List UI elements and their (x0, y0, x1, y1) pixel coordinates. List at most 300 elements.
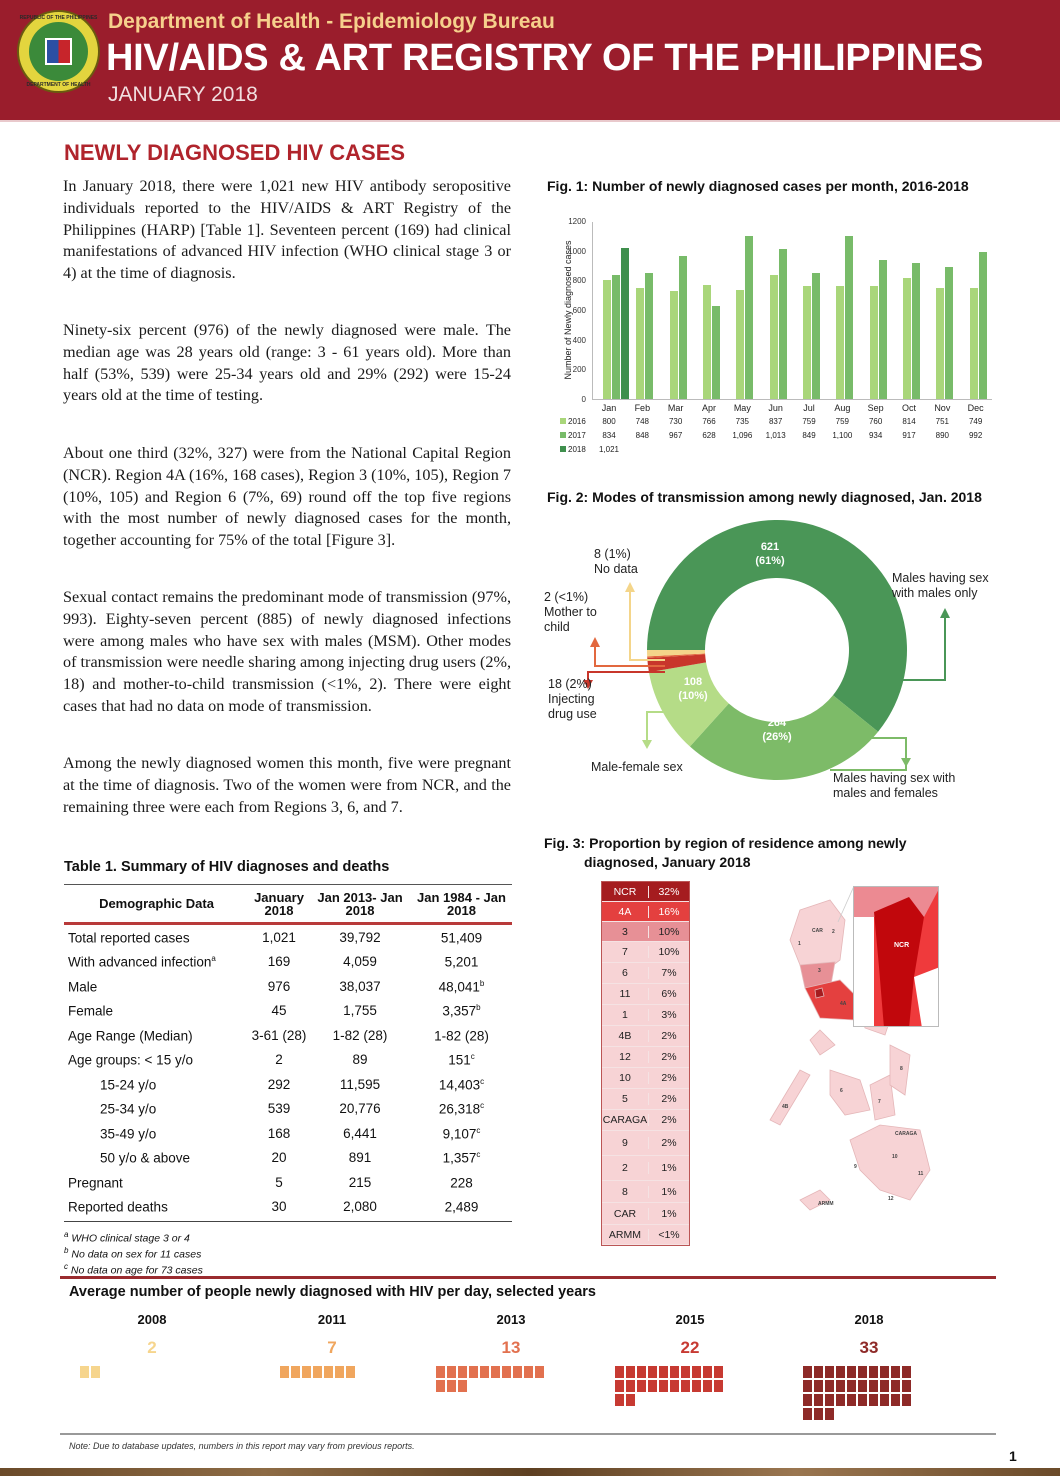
arrow-down-icon (642, 740, 652, 749)
data-value: 1,096 (732, 431, 753, 440)
idu-label: 18 (2%) Injecting drug use (548, 677, 597, 721)
data-value: 849 (802, 431, 816, 440)
data-value: 814 (902, 417, 916, 426)
cell-jan2018: 2 (275, 1052, 283, 1068)
header-jan2018: January 2018 (254, 889, 304, 918)
report-header (0, 0, 1060, 122)
cell-1984-2018: 5,201 (444, 954, 479, 970)
paragraph-5: Among the newly diagnosed women this month, five were pregnant at the time of diagnosis. Two of the women were from NCR, and the remaining three were each from Regions 3, 6, and 7. (63, 754, 511, 816)
x-tick: Jan (601, 403, 617, 413)
region-name: 4B (602, 1030, 649, 1042)
table-row (64, 1121, 512, 1146)
data-value: 759 (802, 417, 816, 426)
map-region-6 (830, 1070, 870, 1115)
svg-text:3: 3 (818, 968, 821, 974)
cell-2013-2018: 20,776 (339, 1101, 381, 1117)
region-name: CARAGA (602, 1114, 648, 1126)
person-square-icon (458, 1366, 467, 1378)
person-square-icon (535, 1366, 544, 1378)
person-square-icon (814, 1408, 823, 1420)
person-square-icon (880, 1380, 889, 1392)
data-value: 1,100 (832, 431, 853, 440)
person-square-icon (869, 1394, 878, 1406)
header-2013-2018: Jan 2013- Jan 2018 (317, 889, 403, 918)
region-pct: 2% (661, 1137, 677, 1149)
bar-2017-May (745, 236, 753, 399)
svg-text:NCR: NCR (894, 942, 910, 949)
region-name: 1 (602, 1009, 649, 1021)
person-square-icon (847, 1380, 856, 1392)
region-name: 4A (602, 906, 649, 918)
region-pct: <1% (658, 1228, 680, 1241)
region-pct: 1% (661, 1207, 677, 1220)
data-value: 760 (868, 417, 883, 426)
region-name: ARMM (602, 1229, 649, 1241)
y-tick: 800 (572, 276, 586, 286)
person-square-icon (891, 1366, 900, 1378)
person-square-icon (891, 1394, 900, 1406)
table-row (64, 1195, 512, 1220)
region-name: 7 (602, 946, 649, 958)
data-value: 967 (668, 431, 683, 440)
fig2-title: Fig. 2: Modes of transmission among newly diagnosed, Jan. 2018 (547, 489, 982, 505)
person-square-icon (891, 1380, 900, 1392)
fig1-y-axis-label: Number of Newly diagnosed cases (563, 240, 573, 380)
region-pct: 10% (658, 925, 680, 938)
cell-2013-2018: 38,037 (339, 978, 381, 994)
region-name: CAR (602, 1208, 649, 1220)
x-tick: Oct (901, 403, 916, 413)
person-square-icon (858, 1366, 867, 1378)
svg-text:11: 11 (918, 1171, 924, 1177)
fig1-title: Fig. 1: Number of newly diagnosed cases per month, 2016-2018 (547, 178, 969, 194)
region-name: 8 (602, 1186, 649, 1198)
data-value: 837 (768, 417, 783, 426)
svg-text:CARAGA: CARAGA (895, 1131, 917, 1137)
person-square-icon (615, 1380, 624, 1392)
person-square-icon (659, 1366, 668, 1378)
table-title: Table 1. Summary of HIV diagnoses and deaths (64, 859, 390, 875)
map-region-4b-mindoro (810, 1030, 835, 1055)
person-square-icon (670, 1366, 679, 1378)
bar-2017-Oct (912, 263, 920, 399)
footer-note: Note: Due to database updates, numbers in this report may vary from previous reports. (69, 1441, 415, 1451)
data-value: 834 (602, 431, 616, 440)
person-square-icon (436, 1366, 445, 1378)
table-row (64, 1146, 512, 1171)
background-edge (0, 1468, 1060, 1476)
region-pct: 32% (658, 885, 680, 898)
legend-row-2018: 2018 (560, 445, 586, 459)
table-row (64, 1170, 512, 1195)
person-square-icon (836, 1366, 845, 1378)
data-value: 848 (635, 431, 649, 440)
region-name: 9 (602, 1137, 649, 1149)
region-row (602, 1131, 689, 1156)
person-square-icon (902, 1366, 911, 1378)
bar-2016-Jun (770, 275, 778, 399)
region-name: NCR (602, 886, 649, 898)
data-value: 759 (835, 417, 849, 426)
arrow-up-icon (625, 582, 635, 592)
table-row (64, 974, 512, 999)
cell-jan2018: 169 (267, 954, 291, 970)
person-square-grid (803, 1366, 913, 1420)
person-square-icon (637, 1380, 646, 1392)
svg-text:1: 1 (798, 941, 801, 947)
footer-divider (60, 1433, 996, 1435)
data-value: 751 (935, 417, 949, 426)
cell-jan2018: 292 (267, 1076, 291, 1092)
data-value: 735 (735, 417, 749, 426)
person-square-icon (335, 1366, 344, 1378)
footnote-c: $^c$ No data on age for 73 cases (64, 1262, 203, 1277)
person-square-icon (458, 1380, 467, 1392)
per-day-title: Average number of people newly diagnosed with HIV per day, selected years (69, 1284, 596, 1300)
cell-1984-2018: 48,041$^b$ (438, 978, 485, 994)
region-pct: 2% (661, 1030, 677, 1042)
person-square-icon (825, 1366, 834, 1378)
region-pct: 6% (661, 988, 677, 1000)
person-square-icon (491, 1366, 500, 1378)
bar-2016-May (736, 290, 744, 399)
department-name: Department of Health - Epidemiology Bureau (108, 10, 555, 33)
x-tick: Feb (634, 403, 651, 413)
y-tick: 1200 (568, 217, 586, 226)
person-square-icon (346, 1366, 355, 1378)
cell-jan2018: 5 (275, 1174, 283, 1190)
cell-2013-2018: 891 (348, 1150, 372, 1166)
bar-2016-Nov (936, 288, 944, 399)
y-tick: 1000 (568, 246, 586, 256)
person-square-icon (803, 1408, 812, 1420)
report-month: JANUARY 2018 (108, 83, 258, 106)
person-square-icon (803, 1366, 812, 1378)
legend-row-2017: 2017 (560, 431, 586, 445)
cell-2013-2018: 2,080 (343, 1199, 377, 1215)
person-square-icon (648, 1380, 657, 1392)
person-square-icon (714, 1380, 723, 1392)
cell-jan2018: 976 (267, 978, 291, 994)
person-square-grid (80, 1366, 102, 1378)
row-label: 35-49 y/o (100, 1126, 157, 1141)
cell-1984-2018: 26,318$^c$ (438, 1101, 485, 1117)
x-tick: Sep (867, 403, 884, 413)
person-square-icon (714, 1366, 723, 1378)
region-name: 2 (602, 1162, 649, 1174)
bar-2016-Oct (903, 278, 911, 399)
person-square-icon (703, 1366, 712, 1378)
bar-2017-Jul (812, 273, 820, 399)
svg-text:ARMM: ARMM (818, 1201, 834, 1207)
row-label: Female (68, 1003, 114, 1019)
person-square-icon (280, 1366, 289, 1378)
year-label: 2015 (675, 1312, 705, 1327)
section-divider (60, 1276, 996, 1279)
person-square-icon (626, 1394, 635, 1406)
bar-2016-Apr (703, 285, 711, 399)
header-1984-2018: Jan 1984 - Jan 2018 (417, 889, 506, 918)
person-square-icon (502, 1366, 511, 1378)
region-pct: 3% (661, 1009, 677, 1021)
ncr-inset-map (853, 886, 939, 1027)
region-pct: 16% (658, 905, 680, 918)
bar-2017-Sep (879, 260, 887, 399)
region-row (602, 1089, 689, 1110)
row-label: Male (68, 979, 98, 994)
mtc-label: 2 (<1%) Mother to child (544, 590, 597, 634)
shield-icon (45, 38, 72, 65)
bar-2017-Mar (679, 256, 687, 399)
region-pct: 2% (661, 1051, 677, 1063)
person-square-icon (469, 1366, 478, 1378)
person-square-icon (869, 1366, 878, 1378)
person-square-icon (847, 1366, 856, 1378)
arrow-down-icon (901, 758, 911, 767)
svg-text:4A: 4A (840, 1001, 847, 1007)
person-square-icon (681, 1366, 690, 1378)
svg-text:7: 7 (878, 1099, 881, 1105)
row-label: Age groups: < 15 y/o (68, 1052, 193, 1068)
x-tick: Dec (967, 403, 984, 413)
cell-1984-2018: 228 (450, 1175, 473, 1190)
x-tick: Jun (768, 403, 783, 413)
region-row (602, 963, 689, 984)
row-label: 15-24 y/o (100, 1077, 157, 1092)
region-row (602, 1225, 689, 1245)
bar-2017-Aug (845, 236, 853, 399)
paragraph-4: Sexual contact remains the predominant mode of transmission (97%, 993). Eighty-seven percent (885) of newly diagnosed infections were among males who have sex with males (MSM). Other modes of transmission were needle sharing among injecting drug users (2%, 18) and mother-to-child transmission (<1%, 2). There were eight cases that had no data on mode of transmission. (63, 588, 511, 715)
person-square-icon (825, 1380, 834, 1392)
person-square-icon (814, 1394, 823, 1406)
svg-text:2: 2 (832, 929, 835, 935)
region-pct: 2% (661, 1093, 677, 1105)
region-name: 12 (602, 1051, 649, 1063)
cell-2013-2018: 39,792 (339, 929, 381, 945)
mf-slice-label: 108 (10%) (678, 676, 708, 702)
person-square-icon (637, 1366, 646, 1378)
person-square-icon (803, 1394, 812, 1406)
region-row (602, 902, 689, 922)
nodata-label: 8 (1%) No data (594, 547, 638, 576)
per-day-value: 22 (680, 1338, 700, 1357)
year-label: 2013 (496, 1312, 526, 1327)
per-day-value: 33 (859, 1338, 879, 1357)
cell-jan2018: 3-61 (28) (251, 1027, 307, 1043)
legend-swatch (560, 418, 566, 424)
cell-1984-2018: 51,409 (440, 930, 483, 945)
row-label: With advanced infection$^a$ (68, 954, 216, 970)
cell-2013-2018: 1-82 (28) (332, 1027, 388, 1043)
bar-2017-Apr (712, 306, 720, 399)
row-label: 25-34 y/o (100, 1101, 157, 1117)
bar-2017-Nov (945, 267, 953, 399)
row-label: Age Range (Median) (68, 1028, 193, 1043)
y-tick: 200 (572, 365, 586, 375)
svg-text:8: 8 (900, 1066, 903, 1072)
cell-1984-2018: 2,489 (444, 1199, 479, 1215)
per-day-value: 2 (147, 1338, 157, 1357)
data-value: 800 (602, 417, 616, 426)
region-name: 3 (602, 926, 649, 938)
table-row (64, 925, 512, 950)
person-square-icon (902, 1394, 911, 1406)
region-name: 11 (602, 988, 649, 1000)
cell-1984-2018: 1,357$^c$ (442, 1150, 481, 1166)
data-value: 748 (635, 417, 649, 426)
person-square-grid (280, 1366, 357, 1378)
arrow-up-icon (940, 608, 950, 618)
data-value: 749 (968, 417, 983, 426)
map-mindanao (850, 1125, 930, 1200)
year-label: 2008 (137, 1312, 167, 1327)
cell-jan2018: 45 (271, 1003, 287, 1019)
bar-2018-Jan (621, 248, 629, 399)
bar-2017-Jan (612, 275, 620, 399)
table-body (64, 925, 512, 1219)
cell-2013-2018: 6,441 (343, 1125, 377, 1141)
per-day-value: 7 (327, 1338, 337, 1357)
region-pct: 10% (658, 946, 680, 958)
svg-text:CAR: CAR (812, 928, 823, 934)
data-value: 890 (935, 431, 949, 440)
table-row (64, 1097, 512, 1122)
region-row (602, 1005, 689, 1026)
fig1-plot-area (592, 222, 992, 400)
cell-1984-2018: 3,357$^b$ (442, 1003, 481, 1019)
cell-1984-2018: 151$^c$ (448, 1052, 475, 1068)
bar-2016-Mar (670, 291, 678, 399)
cell-1984-2018: 9,107$^c$ (442, 1125, 481, 1141)
logo-inner-circle (29, 22, 88, 81)
footnote-b: $^b$ No data on sex for 11 cases (64, 1246, 202, 1261)
region-name: 5 (602, 1093, 649, 1105)
cell-2013-2018: 215 (348, 1174, 372, 1190)
person-square-icon (814, 1380, 823, 1392)
region-row (602, 1026, 689, 1047)
section-title: NEWLY DIAGNOSED HIV CASES (64, 140, 406, 165)
person-square-icon (615, 1394, 624, 1406)
row-label: Reported deaths (68, 1199, 168, 1215)
y-tick: 0 (581, 395, 586, 404)
data-value: 1,021 (598, 445, 620, 454)
legend-swatch (560, 432, 566, 438)
person-square-icon (692, 1380, 701, 1392)
region-pct: 1% (661, 1185, 677, 1198)
cell-jan2018: 30 (271, 1199, 287, 1215)
bar-2016-Sep (870, 286, 878, 399)
person-square-icon (648, 1366, 657, 1378)
region-pct: 1% (661, 1162, 677, 1174)
person-square-icon (615, 1366, 624, 1378)
data-value: 917 (902, 431, 916, 440)
cell-jan2018: 1,021 (262, 929, 296, 945)
table-header-row (64, 885, 512, 925)
row-label: Total reported cases (68, 930, 190, 945)
svg-text:12: 12 (888, 1196, 894, 1202)
region-row (602, 1047, 689, 1068)
data-value: 934 (868, 431, 883, 440)
bar-2016-Aug (836, 286, 844, 399)
cell-jan2018: 539 (267, 1101, 291, 1117)
table-row (64, 999, 512, 1024)
logo-bottom-text: DEPARTMENT OF HEALTH (26, 82, 91, 88)
region-pct: 7% (661, 967, 677, 979)
svg-text:4B: 4B (782, 1104, 789, 1110)
header-demographic: Demographic Data (99, 896, 214, 911)
bar-2016-Feb (636, 288, 644, 399)
person-square-icon (313, 1366, 322, 1378)
footnote-a: $^a$ WHO clinical stage 3 or 4 (64, 1230, 190, 1245)
table-row (64, 1072, 512, 1097)
data-value: 1,013 (765, 431, 786, 440)
region-row (602, 1110, 689, 1131)
person-square-icon (324, 1366, 333, 1378)
x-tick: Aug (834, 403, 851, 413)
msm-label: Males having sex with males only (892, 571, 989, 600)
row-label: Pregnant (68, 1175, 123, 1190)
person-square-icon (858, 1380, 867, 1392)
legend-row-2016: 2016 (560, 417, 586, 431)
person-square-icon (626, 1366, 635, 1378)
person-square-icon (836, 1394, 845, 1406)
region-row (602, 1156, 689, 1181)
person-square-grid (436, 1366, 546, 1392)
bar-2017-Feb (645, 273, 653, 399)
person-square-icon (825, 1394, 834, 1406)
cell-2013-2018: 89 (352, 1052, 368, 1068)
region-name: 6 (602, 967, 649, 979)
region-row (602, 922, 689, 942)
cell-2013-2018: 4,059 (343, 954, 377, 970)
region-row (602, 882, 689, 902)
report-title: HIV/AIDS & ART REGISTRY OF THE PHILIPPINES (106, 37, 983, 79)
cell-1984-2018: 14,403$^c$ (438, 1076, 485, 1092)
cell-1984-2018: 1-82 (28) (434, 1028, 489, 1043)
person-square-icon (902, 1380, 911, 1392)
map-ncr (815, 988, 824, 998)
person-square-icon (291, 1366, 300, 1378)
arrow-up-icon (590, 637, 600, 647)
region-name: 10 (602, 1072, 649, 1084)
per-day-value: 13 (501, 1338, 521, 1357)
person-square-icon (703, 1380, 712, 1392)
person-square-icon (847, 1394, 856, 1406)
cell-2013-2018: 11,595 (339, 1076, 381, 1092)
bar-2016-Dec (970, 288, 978, 399)
person-square-icon (880, 1366, 889, 1378)
paragraph-2: Ninety-six percent (976) of the newly diagnosed were male. The median age was 28 years old (range: 3 - 61 years old). More than half (53%, 539) were 25-34 years old and 29% (292) were 15-24 years old at the time of testing. (63, 321, 511, 405)
bar-2017-Jun (779, 249, 787, 399)
table-row (64, 950, 512, 975)
person-square-icon (670, 1380, 679, 1392)
data-value: 992 (968, 431, 983, 440)
person-square-icon (447, 1366, 456, 1378)
person-square-icon (681, 1380, 690, 1392)
person-square-icon (803, 1380, 812, 1392)
table-footnotes (64, 1229, 203, 1277)
region-row (602, 942, 689, 963)
cell-jan2018: 168 (267, 1125, 291, 1141)
logo-top-text: REPUBLIC OF THE PHILIPPINES (19, 15, 98, 21)
year-label: 2018 (854, 1312, 884, 1327)
person-square-icon (513, 1366, 522, 1378)
table-row (64, 1023, 512, 1048)
person-square-icon (626, 1380, 635, 1392)
fig3-title: Fig. 3: Proportion by region of residence among newly diagnosed, January 2018 (544, 835, 907, 870)
person-square-icon (858, 1394, 867, 1406)
person-square-icon (825, 1408, 834, 1420)
